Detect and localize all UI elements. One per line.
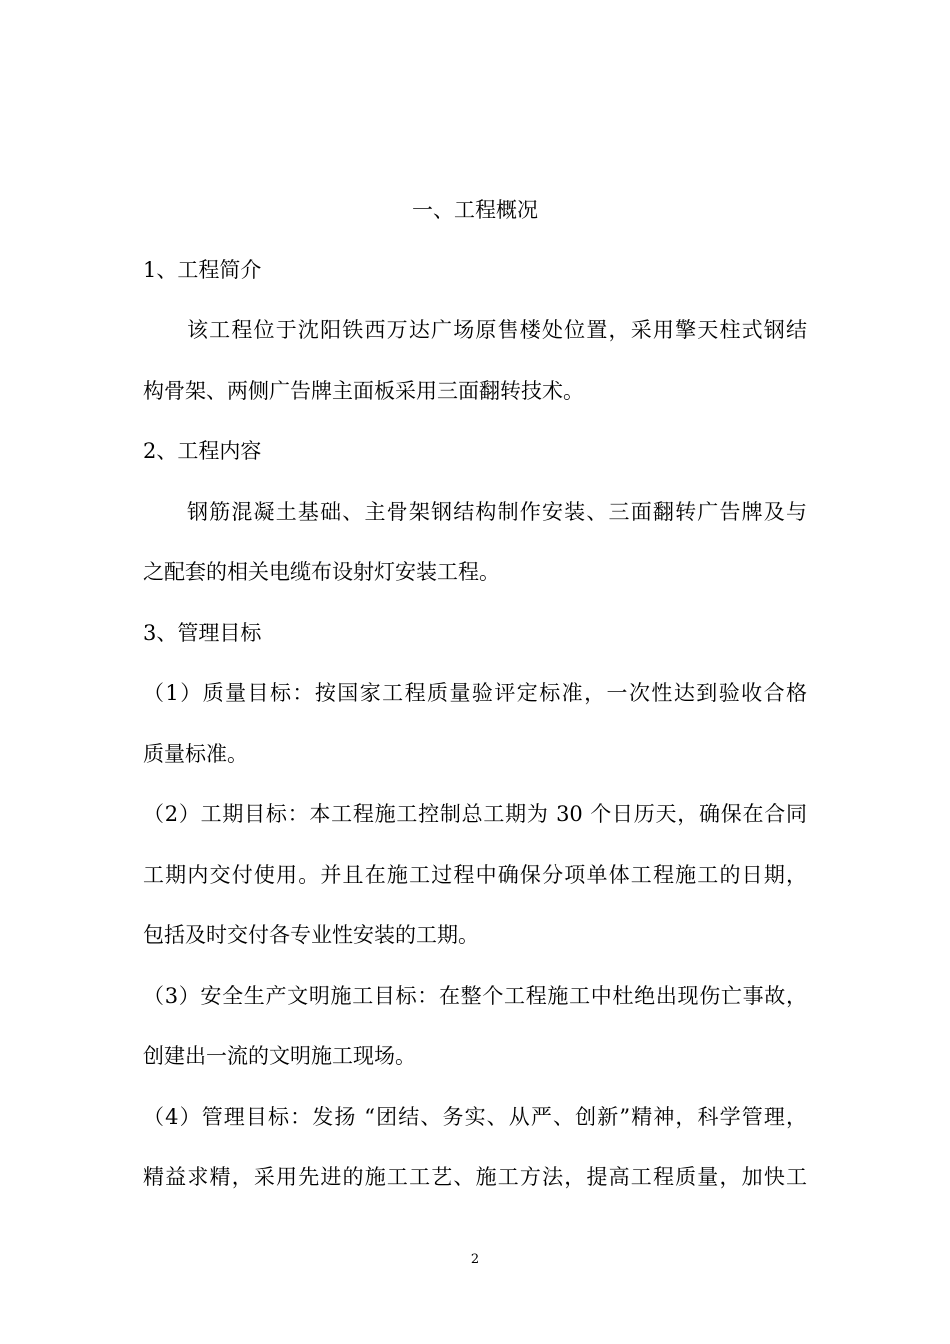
paragraph-line: 构骨架、两侧广告牌主面板采用三面翻转技术。	[143, 379, 584, 403]
paragraph-line: 该工程位于沈阳铁西万达广场原售楼处位置，采用擎天柱式钢结	[187, 318, 807, 342]
paragraph-line: （3）安全生产文明施工目标：在整个工程施工中杜绝出现伤亡事故，	[143, 984, 807, 1008]
paragraph-line: 质量标准。	[143, 742, 248, 766]
section-heading-management-goals: 3、管理目标	[143, 621, 262, 645]
page-number: 2	[470, 1252, 480, 1267]
paragraph-line: 工期内交付使用。并且在施工过程中确保分项单体工程施工的日期，	[143, 863, 807, 887]
section-heading-overview: 1、工程简介	[143, 258, 262, 282]
paragraph-line: 精益求精，采用先进的施工工艺、施工方法，提高工程质量，加快工	[143, 1165, 807, 1189]
paragraph-line: 之配套的相关电缆布设射灯安装工程。	[143, 560, 500, 584]
document-title: 一、工程概况	[412, 198, 538, 222]
paragraph-line: （4）管理目标：发扬 “团结、务实、从严、创新”精神，科学管理，	[143, 1105, 807, 1129]
paragraph-line: 创建出一流的文明施工现场。	[143, 1044, 416, 1068]
paragraph-line: 包括及时交付各专业性安装的工期。	[143, 923, 479, 947]
paragraph-line: 钢筋混凝土基础、主骨架钢结构制作安装、三面翻转广告牌及与	[187, 500, 807, 524]
paragraph-line: （1）质量目标：按国家工程质量验评定标准，一次性达到验收合格	[143, 681, 807, 705]
paragraph-line: （2）工期目标：本工程施工控制总工期为 30 个日历天，确保在合同	[143, 802, 807, 826]
section-heading-content: 2、工程内容	[143, 439, 262, 463]
